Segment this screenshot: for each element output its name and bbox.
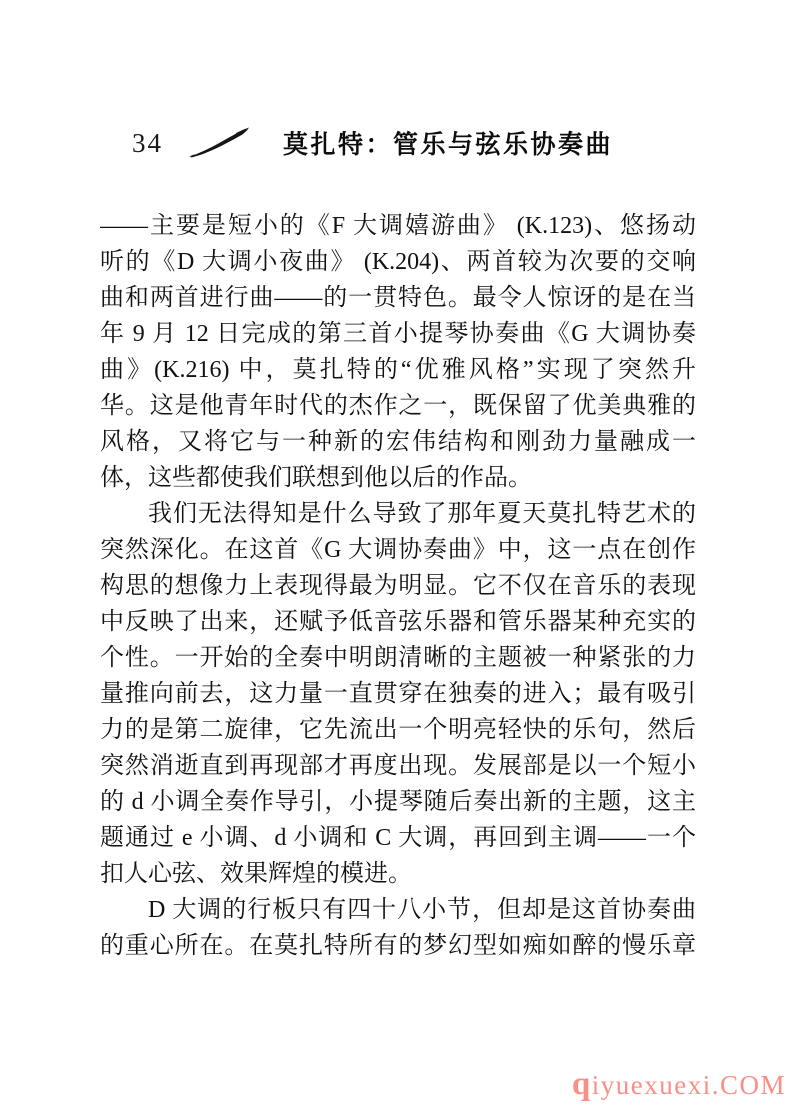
page-number: 34: [132, 127, 163, 158]
text-line: 华。这是他青年时代的杰作之一，既保留了优美典雅的: [100, 393, 696, 419]
text-line: 我们无法得知是什么导致了那年夏天莫扎特艺术的: [148, 501, 696, 527]
text-line: 中反映了出来，还赋予低音弦乐器和管乐器某种充实的: [100, 609, 696, 635]
text-line: 突然消逝直到再现部才再度出现。发展部是以一个短小: [100, 753, 696, 779]
text-line: 力的是第二旋律，它先流出一个明亮轻快的乐句，然后: [100, 717, 696, 743]
book-title: 莫扎特：管乐与弦乐协奏曲: [283, 131, 614, 160]
page-header: [132, 122, 694, 164]
text-line: D 大调的行板只有四十八小节，但却是这首协奏曲: [148, 897, 696, 923]
text-line: 年 9 月 12 日完成的第三首小提琴协奏曲《G 大调协奏: [100, 321, 696, 347]
text-line: 风格，又将它与一种新的宏伟结构和刚劲力量融成一: [100, 429, 696, 455]
text-line: 的 d 小调全奏作导引，小提琴随后奏出新的主题，这主: [100, 789, 696, 815]
text-line: ——主要是短小的《F 大调嬉游曲》 (K.123)、悠扬动: [100, 213, 696, 239]
text-line: 体，这些都使我们联想到他以后的作品。: [100, 465, 532, 491]
text-line: 听的《D 大调小夜曲》 (K.204)、两首较为次要的交响: [100, 249, 696, 275]
paragraph-1: [100, 208, 696, 496]
quill-pen-icon: [187, 127, 251, 159]
paragraph-2: [100, 496, 696, 892]
paragraph-3: [100, 892, 696, 964]
text-line: 曲》(K.216) 中，莫扎特的“优雅风格”实现了突然升: [100, 357, 696, 383]
watermark: qiyuexuexi.COM: [571, 1066, 786, 1102]
text-line: 题通过 e 小调、d 小调和 C 大调，再回到主调——一个: [100, 825, 696, 851]
body-text: [100, 208, 696, 964]
text-line: 突然深化。在这首《G 大调协奏曲》中，这一点在创作: [100, 537, 696, 563]
text-line: 量推向前去，这力量一直贯穿在独奏的进入；最有吸引: [100, 681, 696, 707]
text-line: 构思的想像力上表现得最为明显。它不仅在音乐的表现: [100, 573, 696, 599]
text-line: 扣人心弦、效果辉煌的模进。: [100, 861, 412, 887]
text-line: 个性。一开始的全奏中明朗清晰的主题被一种紧张的力: [100, 645, 696, 671]
text-line: 曲和两首进行曲——的一贯特色。最令人惊讶的是在当: [100, 285, 696, 311]
text-line: 的重心所在。在莫扎特所有的梦幻型如痴如醉的慢乐章: [100, 933, 696, 959]
